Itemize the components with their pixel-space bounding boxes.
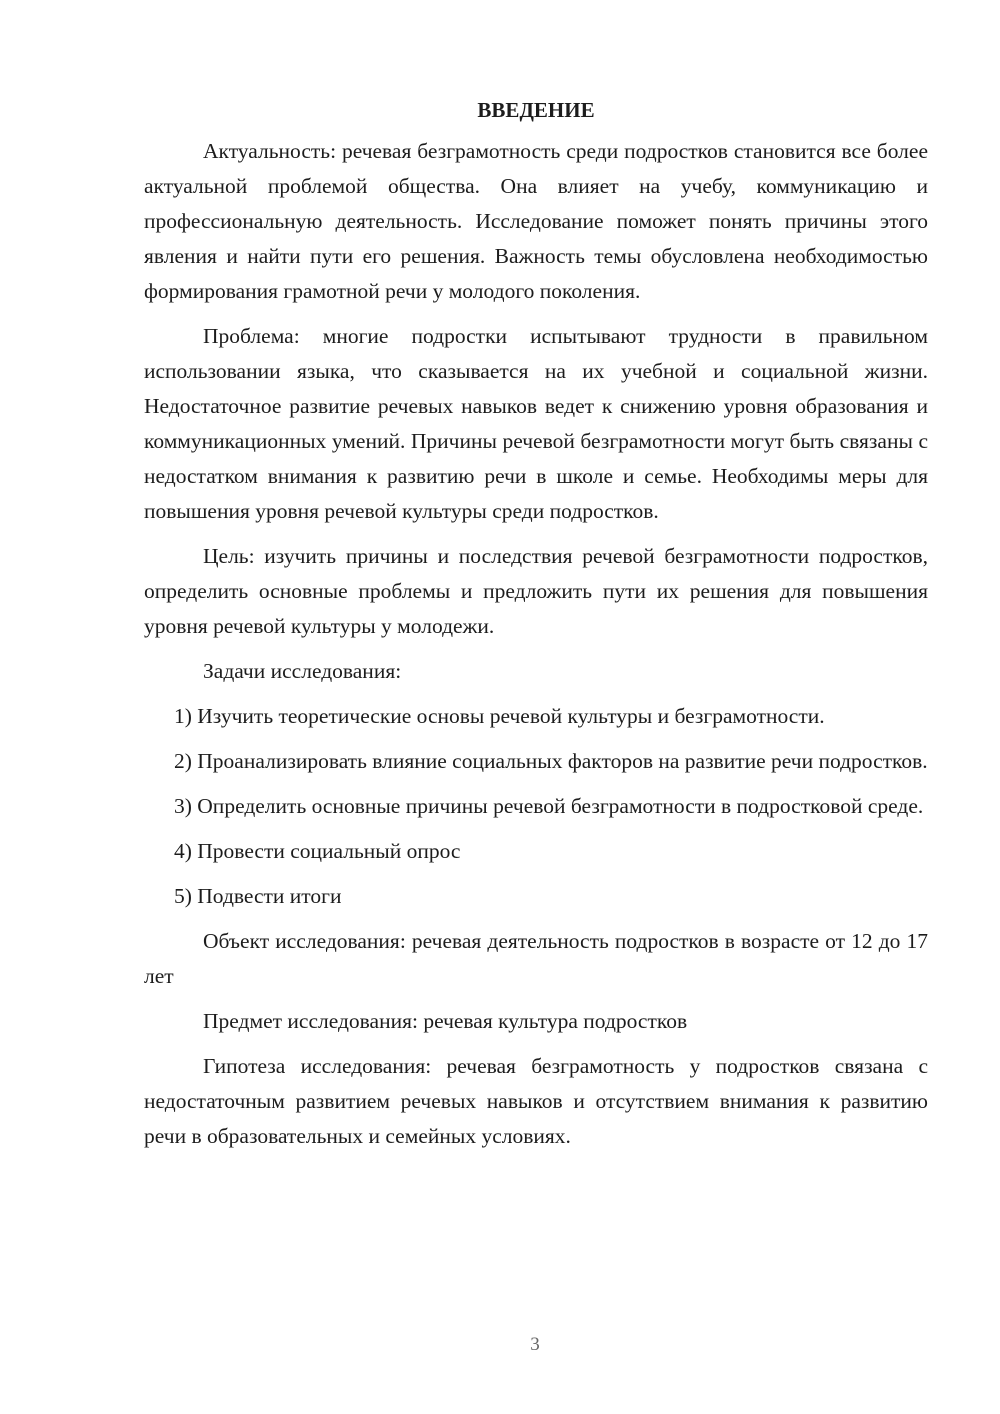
page-title: ВВЕДЕНИЕ bbox=[477, 98, 595, 122]
page-number: 3 bbox=[530, 1334, 540, 1355]
task-item-4: 4) Провести социальный опрос bbox=[174, 839, 461, 863]
paragraph-subject: Предмет исследования: речевая культура подростков bbox=[203, 1009, 688, 1033]
task-item-2: 2) Проанализировать влияние социальных факторов на развитие речи подростков. bbox=[174, 749, 928, 773]
task-item-5: 5) Подвести итоги bbox=[174, 884, 342, 908]
paragraph-goal: Цель: изучить причины и последствия речевой безграмотности подростков, определить основные проблемы и предложить пути их решения для повышения уровня речевой культуры у молодежи. bbox=[144, 544, 928, 638]
paragraph-hypothesis: Гипотеза исследования: речевая безграмотность у подростков связана с недостаточным развитием речевых навыков и отсутствием внимания к развитию речи в образовательных и семейных условиях. bbox=[144, 1054, 928, 1148]
paragraph-problem: Проблема: многие подростки испытывают трудности в правильном использовании языка, что сказывается на их учебной и социальной жизни. Недостаточное развитие речевых навыков ведет к снижению уровня образования и коммуникационных умений. Причины речевой безграмотности могут быть связаны с недостатком внимания к развитию речи в школе и семье. Необходимы меры для повышения уровня речевой культуры среди подростков. bbox=[144, 324, 928, 523]
task-item-3: 3) Определить основные причины речевой безграмотности в подростковой среде. bbox=[174, 794, 924, 818]
task-item-1: 1) Изучить теоретические основы речевой культуры и безграмотности. bbox=[174, 704, 825, 728]
tasks-heading: Задачи исследования: bbox=[203, 659, 402, 683]
paragraph-relevance: Актуальность: речевая безграмотность среди подростков становится все более актуальной проблемой общества. Она влияет на учебу, коммуникацию и профессиональную деятельность. Исследование поможет понять причины этого явления и найти пути его решения. Важность темы обусловлена необходимостью формирования грамотной речи у молодого поколения. bbox=[144, 139, 928, 303]
paragraph-object: Объект исследования: речевая деятельность подростков в возрасте от 12 до 17 лет bbox=[144, 929, 928, 988]
page-content bbox=[144, 93, 928, 1164]
